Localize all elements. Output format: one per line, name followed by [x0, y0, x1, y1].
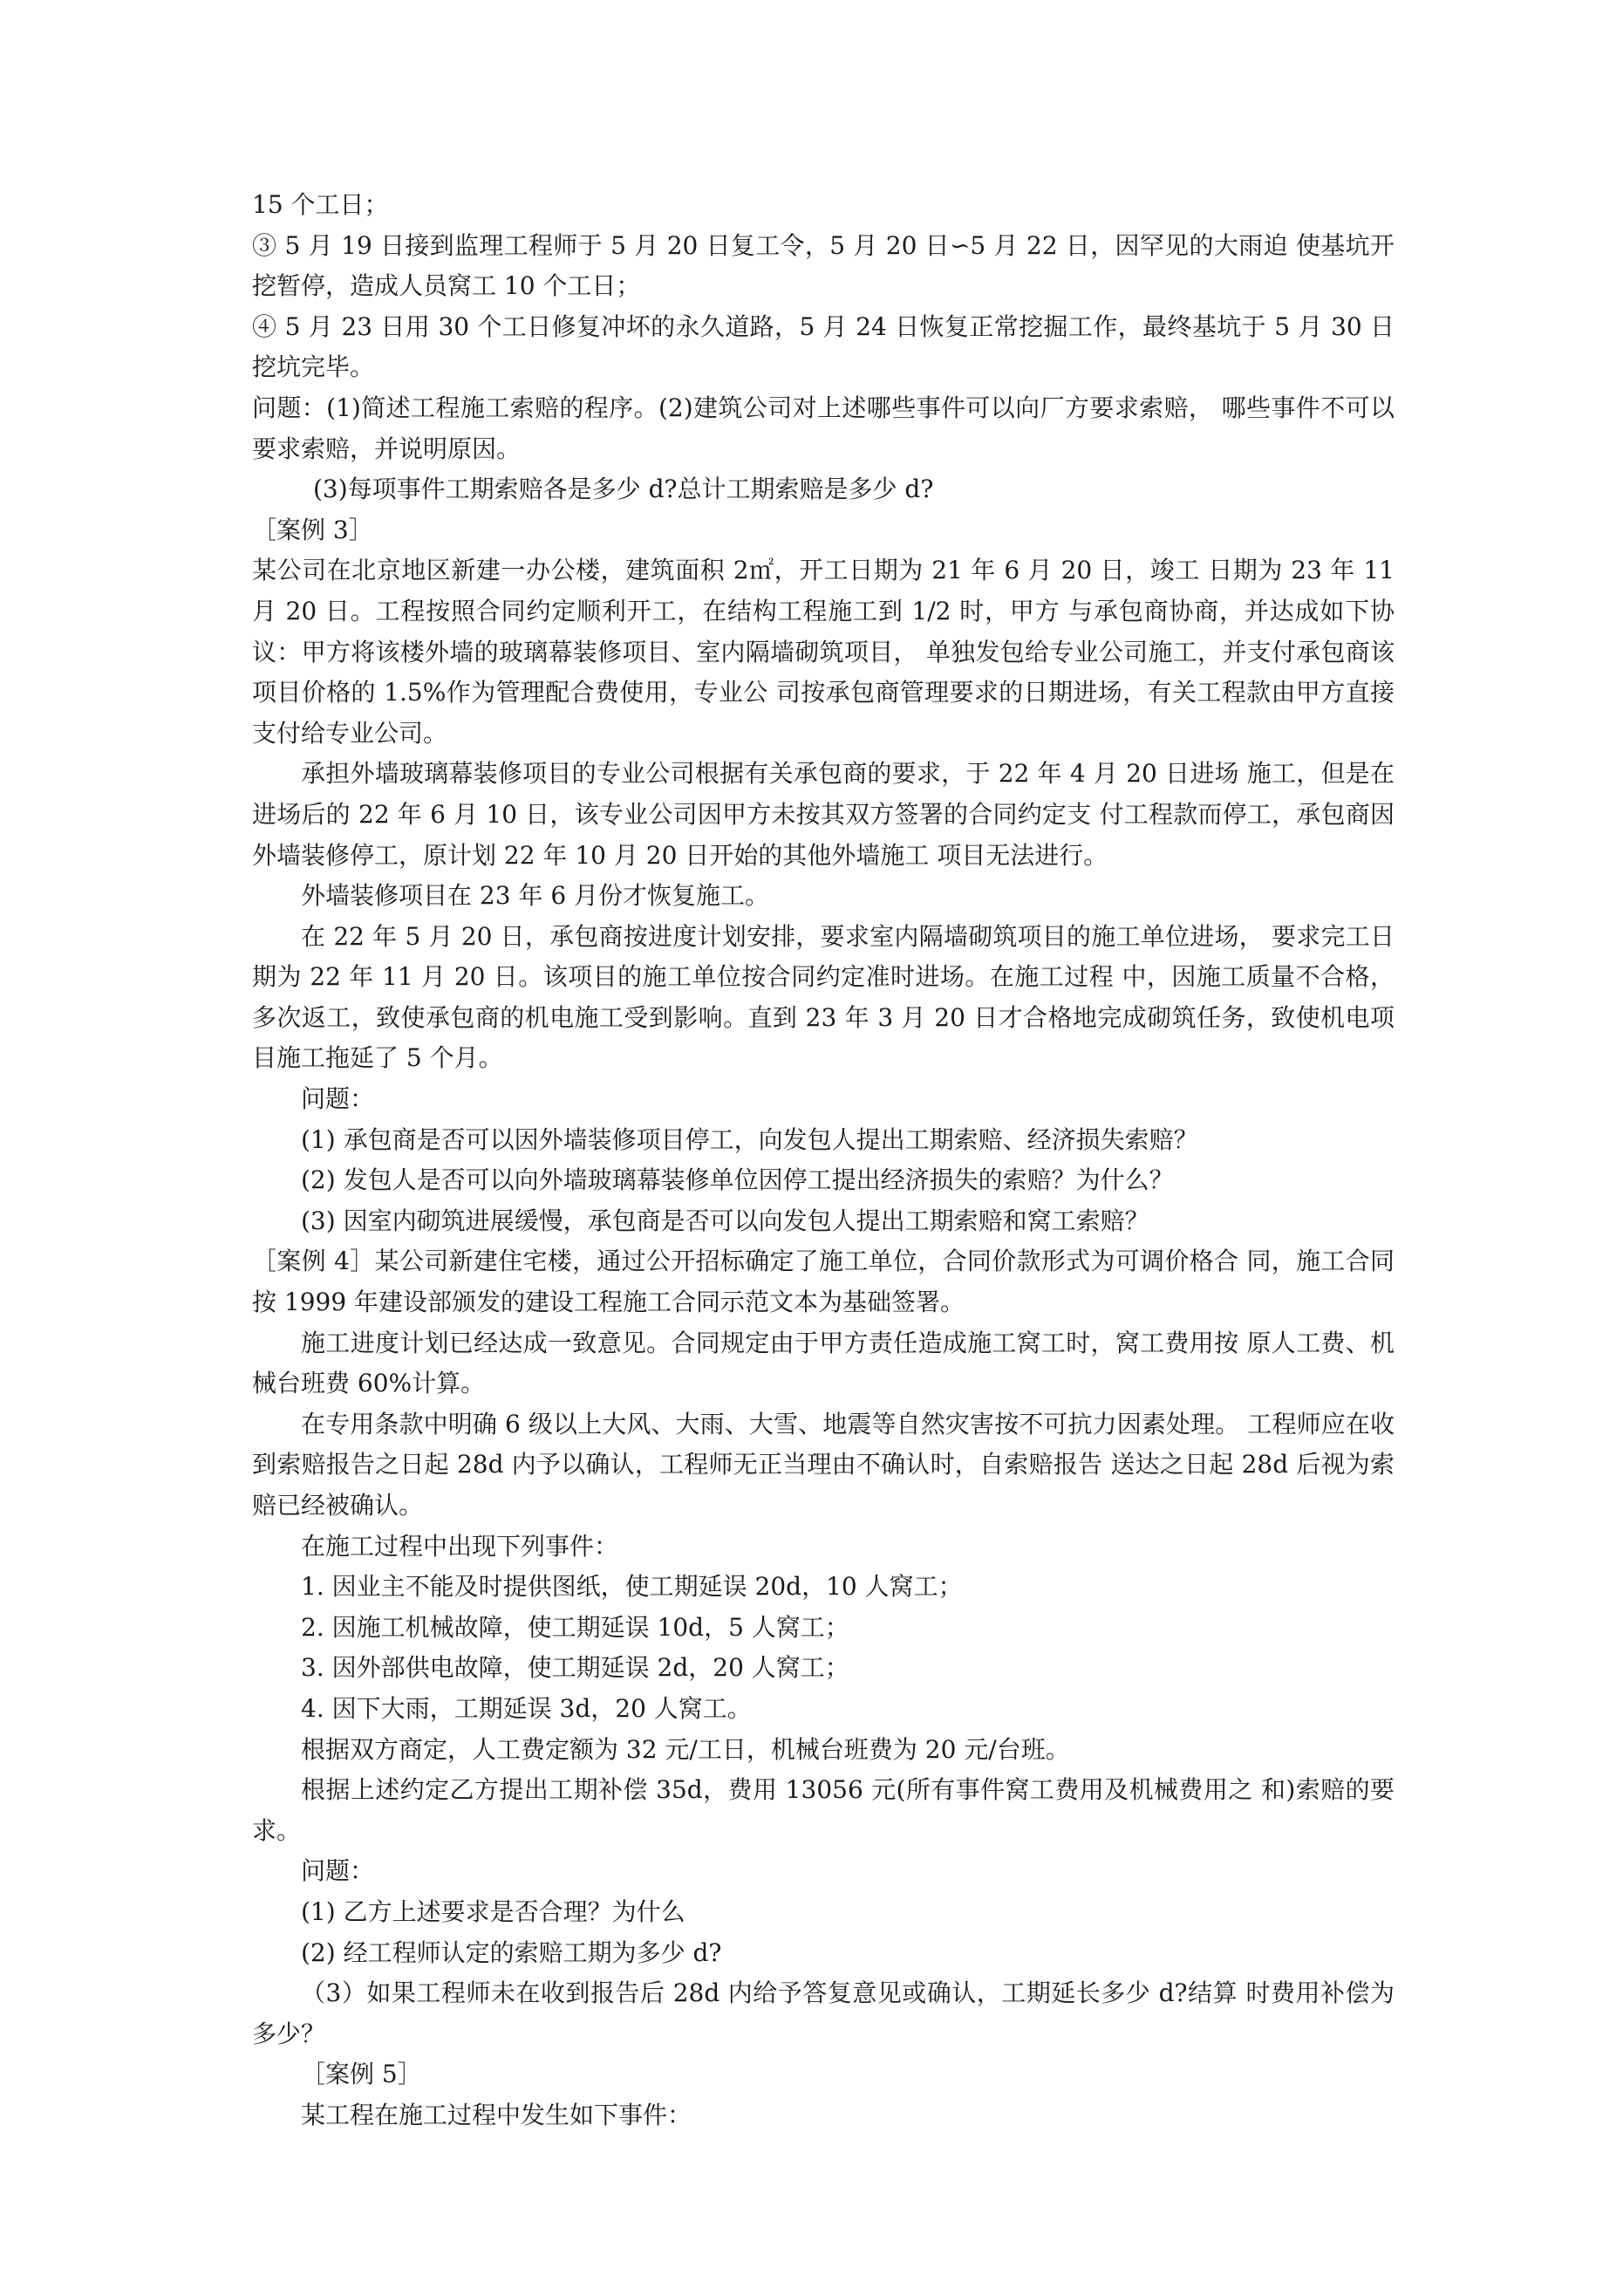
question-item: (3) 因室内砌筑进展缓慢，承包商是否可以向发包人提出工期索赔和窝工索赔？: [301, 1206, 1149, 1235]
event-item: 4. 因下大雨，工期延误 3d，20 人窝工。: [301, 1693, 752, 1723]
question-item: （3）如果工程师未在收到报告后 28d 内给予答复意见或确认，工期延长多少 d?结算 时费用补偿为多少？: [252, 1978, 1395, 2048]
question-item: (2) 发包人是否可以向外墙玻璃幕装修单位因停工提出经济损失的索赔？为什么？: [301, 1165, 1174, 1195]
case-heading: ［案例 5］: [301, 2060, 422, 2089]
event-item: 1. 因业主不能及时提供图纸，使工期延误 20d，10 人窝工；: [301, 1572, 963, 1602]
paragraph: 某公司在北京地区新建一办公楼，建筑面积 2㎡，开工日期为 21 年 6 月 20 日，竣工 日期为 23 年 11 月 20 日。工程按照合同约定顺利开工，在结构工程施工到 1/2 时，甲方 与承包商协商，并达成如下协议：甲方将该楼外墙的玻璃幕装修项目、室内隔墙砌筑项目， 单独发包给专业公司施工，并支付承包商该项目价格的 1.5%作为管理配合费使用，专业公 司按承包商管理要求的日期进场，有关工程款由甲方直接支付给专业公司。: [252, 556, 1395, 748]
question-item: (1) 承包商是否可以因外墙装修项目停工，向发包人提出工期索赔、经济损失索赔？: [301, 1124, 1198, 1154]
question-item: (1) 乙方上述要求是否合理？为什么: [301, 1896, 685, 1926]
question-heading: 问题：: [301, 1856, 375, 1886]
paragraph: 某工程在施工过程中发生如下事件：: [301, 2100, 692, 2129]
case-heading: ［案例 4］某公司新建住宅楼，通过公开招标确定了施工单位，合同价款形式为可调价格合 同，施工合同按 1999 年建设部颁发的建设工程施工合同示范文本为基础签署。: [252, 1247, 1395, 1317]
paragraph: ③ 5 月 19 日接到监理工程师于 5 月 20 日复工令，5 月 20 日∽5 月 22 日，因罕见的大雨迫 使基坑开挖暂停，造成人员窝工 10 个工日；: [252, 230, 1395, 301]
paragraph: 根据上述约定乙方提出工期补偿 35d，费用 13056 元(所有事件窝工费用及机械费用之 和)索赔的要求。: [252, 1775, 1395, 1845]
document-body: [252, 185, 1395, 2136]
paragraph: 在专用条款中明确 6 级以上大风、大雨、大雪、地震等自然灾害按不可抗力因素处理。 工程师应在收到索赔报告之日起 28d 内予以确认，工程师无正当理由不确认时，自索赔报告 送达之日起 28d 后视为索赔已经被确认。: [252, 1409, 1395, 1520]
case-heading: ［案例 3］: [252, 515, 373, 544]
event-item: 3. 因外部供电故障，使工期延误 2d，20 人窝工；: [301, 1653, 849, 1683]
paragraph: 根据双方商定，人工费定额为 32 元/工日，机械台班费为 20 元/台班。: [301, 1734, 1070, 1764]
question-paragraph: 问题：(1)简述工程施工索赔的程序。(2)建筑公司对上述哪些事件可以向厂方要求索赔， 哪些事件不可以要求索赔，并说明原因。: [252, 393, 1395, 463]
paragraph: ④ 5 月 23 日用 30 个工日修复冲坏的永久道路，5 月 24 日恢复正常挖掘工作，最终基坑于 5 月 30 日挖坑完毕。: [252, 311, 1395, 382]
paragraph: 承担外墙玻璃幕装修项目的专业公司根据有关承包商的要求，于 22 年 4 月 20 日进场 施工，但是在进场后的 22 年 6 月 10 日，该专业公司因甲方未按其双方签署的合同约定支 付工程款而停工，承包商因外墙装修停工，原计划 22 年 10 月 20 日开始的其他外墙施工 项目无法进行。: [252, 759, 1395, 870]
paragraph: 在施工过程中出现下列事件：: [301, 1531, 619, 1561]
paragraph: 在 22 年 5 月 20 日，承包商按进度计划安排，要求室内隔墙砌筑项目的施工单位进场， 要求完工日期为 22 年 11 月 20 日。该项目的施工单位按合同约定准时进场。在施工过程 中，因施工质量不合格，多次返工，致使承包商的机电施工受到影响。直到 23 年 3 月 20 日才合格地完成砌筑任务，致使机电项目施工拖延了 5 个月。: [252, 921, 1395, 1073]
paragraph: 外墙装修项目在 23 年 6 月份才恢复施工。: [301, 881, 770, 911]
question-paragraph: (3)每项事件工期索赔各是多少 d?总计工期索赔是多少 d?: [313, 475, 934, 504]
question-heading: 问题：: [301, 1084, 375, 1114]
paragraph: 施工进度计划已经达成一致意见。合同规定由于甲方责任造成施工窝工时，窝工费用按 原人工费、机械台班费 60%计算。: [252, 1328, 1395, 1398]
question-item: (2) 经工程师认定的索赔工期为多少 d?: [301, 1937, 722, 1967]
event-item: 2. 因施工机械故障，使工期延误 10d，5 人窝工；: [301, 1612, 849, 1642]
paragraph: 15 个工日；: [252, 190, 389, 219]
